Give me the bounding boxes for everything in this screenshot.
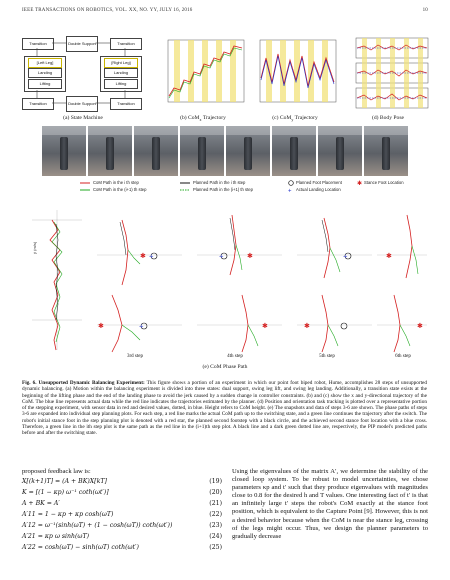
svg-text:+: + [149,252,154,261]
photo-8 [364,126,408,176]
svg-text:+: + [343,252,348,261]
svg-text:✱: ✱ [417,322,423,330]
svg-text:✱: ✱ [357,181,363,187]
journal-header: IEEE TRANSACTIONS ON ROBOTICS, VOL. XX, NO. YY, JULY 16, 2016 [22,8,193,13]
equation-24: A′21 = κp ω sinh(ωT) (24) [22,533,222,540]
svg-text:✱: ✱ [386,252,392,260]
caption-d: (d) Body Pose [371,115,404,121]
caption-a: (a) State Machine [63,115,103,121]
state-machine-diagram [22,36,144,112]
svg-text:ẏ (m/s): ẏ (m/s) [32,241,37,254]
left-column [22,468,222,568]
phase-legend [80,180,410,198]
svg-text:+: + [288,188,292,195]
sm-left-landing: Landing [28,68,62,78]
figure-caption-body: This figure shows a portion of an experiment in which our point foot biped robot, Hume, accomplishes 28 steps of unsupported dynamic balancing. (a) Motion within the balancing experiment is divided into three states: dual support, swing leg lift, and swing leg landing. Additionally, a transition state exists at the beginning of the lifting phase and the end of the landing phase to avoid the jerk caused by a sudden change in controller constraints. (b) and (c) show the x and y-directional trajectory of the CoM. The blue line represents actual data while the red line indicates the trajectories estimated by the planner. (d) Position and orientation task tracking is plotted over a representative portion of the stepping experiment, with sensor data in red and desired values, dotted, in blue. Height refers to CoM height. (e) The snapshots and data of steps 3-6 are shown. The phase paths of steps 3-6 are expanded into individual step planning plots. For each step, a red line marks the actual CoM path up to the switching state, and a green line continues the trajectory after the switch. The robot's initial stance foot in the step planning plot is denoted with a red star, the planned second footstep with a black circle, and the achieved second stance foot location with a blue cross. Therefore, a green line in the ith step plot is the same path as the red line in the (i+1)th step plot. A black line and a dark green dotted line are, respectively, the PIP model's predicted paths before and after the switching state. [22,380,428,437]
svg-text:+: + [139,322,144,331]
sm-right-landing: Landing [104,68,138,78]
right-column-text: Using the eigenvalues of the matrix A′, we determine the stability of the closed loop system. To be robust to model uncertainties, we chose parameters κp and t′ such that they produce eigenvalues with magnitudes close to 0.8 for the desired h and T values. One interesting fact of t′ is that an infinitely large t′ steps the robot's CoM exactly at the stance foot position, which is equivalent to the Capture Point [9]. However, this is not a desired behavior because when the CoM is near the stance leg, crossing of the legs might occur. Thus, we design the planner parameters to gradually decrease [232,468,428,540]
sm-right-lifting: Lifting [104,79,138,89]
step-label-6: 6th step [395,354,411,359]
phase-path-plots [22,200,430,360]
step-label-4: 4th step [227,354,243,359]
photo-4 [180,126,224,176]
photo-5 [226,126,270,176]
photo-6 [272,126,316,176]
photo-7 [318,126,362,176]
running-header [22,8,428,18]
svg-text:✱: ✱ [247,252,253,260]
caption-b: (b) CoM$_x$ Trajectory [180,115,226,123]
equation-20: K = [(1 − κp) ω⁻¹ coth(ωt′)] (20) [22,489,222,496]
sm-top-left: Transition [22,38,54,50]
svg-text:✱: ✱ [140,252,146,260]
svg-text:✱: ✱ [98,322,104,330]
sm-right-leg: [Right Leg] [104,58,138,68]
equation-23: A′12 = ω⁻¹(sinh(ωT) + (1 − cosh(ωT)) coth(ωt′)) (23) [22,522,222,529]
equation-21: A + BK = A′ (21) [22,500,222,507]
legend-green: CoM Path in the (i+1) th step [93,187,147,192]
com-y-plot [252,38,338,108]
svg-text:+: + [219,252,224,261]
sm-left-lifting: Lifting [28,79,62,89]
step-label-3: 3rd step [127,354,143,359]
equation-25: A′22 = cosh(ωT) − sinh(ωT) coth(ωt′) (25) [22,544,222,551]
equation-22: A′11 = 1 − κp + κp cosh(ωT) (22) [22,511,222,518]
body-pose-plot [346,36,430,110]
svg-text:✱: ✱ [262,322,268,330]
figure-caption [22,380,427,437]
legend-cross: Actual Landing Location [296,187,341,192]
legend-red: CoM Path in the i th step [93,180,139,185]
sm-bot-left: Transition [22,98,54,110]
caption-c: (c) CoM$_y$ Trajectory [272,115,318,123]
figure-caption-title: Unsupported Dynamic Balancing Experiment: [38,380,145,386]
right-column [232,468,428,570]
sm-top-right: Transition [110,38,142,50]
com-x-plot [160,38,246,108]
sm-arrows [22,36,144,112]
equation-19: X[(k+1)T] = (A + BK)X[kT] (19) [22,478,222,485]
photo-2 [88,126,132,176]
legend-black: Planned Path in the i th step [193,180,246,185]
photo-3 [134,126,178,176]
photo-1 [42,126,86,176]
figure-label: Fig. 6. [22,380,37,386]
sm-top-mid: Double Support [66,36,98,52]
sm-bot-right: Transition [110,98,142,110]
legend-circle: Planned Foot Placement [296,180,342,185]
legend-star: Stance Foot Location [364,180,404,185]
caption-e: (e) CoM Phase Path [202,364,248,370]
sm-bot-mid: Double Support [66,96,98,112]
step-label-5: 5th step [319,354,335,359]
left-intro: proposed feedback law is: [22,468,91,475]
svg-text:✱: ✱ [304,322,310,330]
page-number: 10 [422,8,428,13]
legend-green-dotted: Planned Path in the (i+1) th step [193,187,253,192]
sm-left-leg: [Left Leg] [28,58,62,68]
